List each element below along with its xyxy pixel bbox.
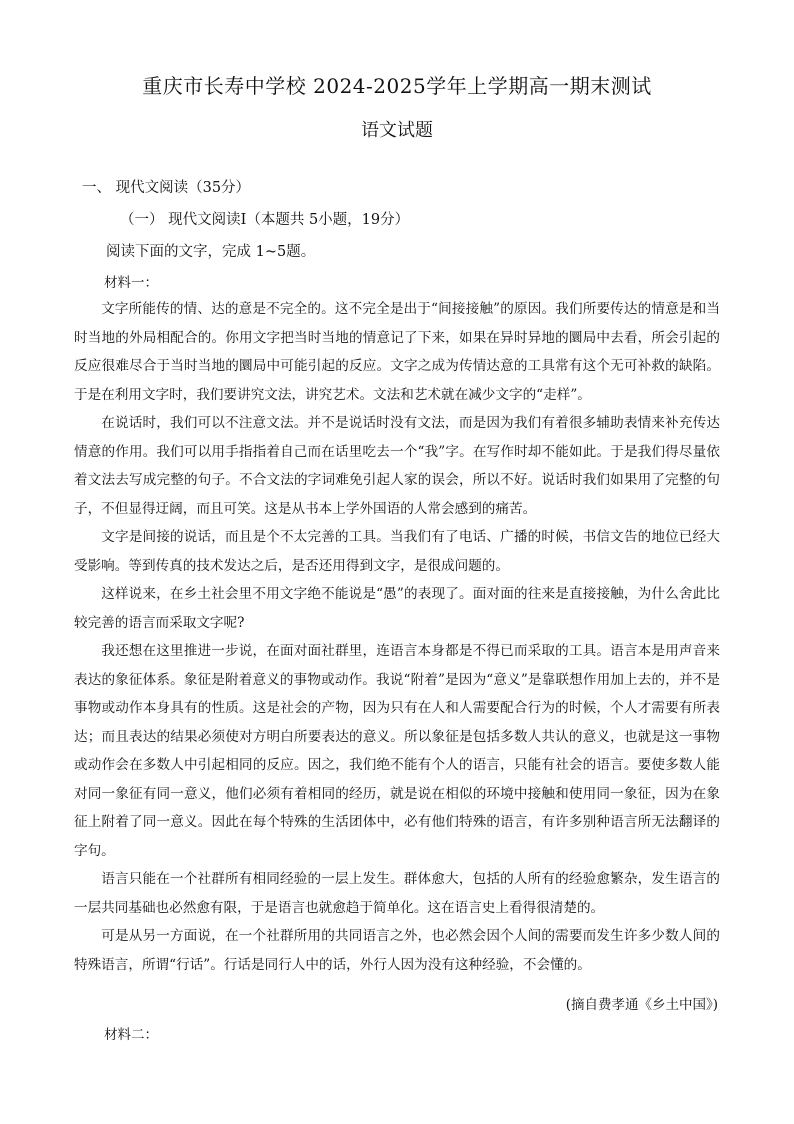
section-heading: 一、 现代文阅读（35分）: [82, 180, 251, 196]
paragraph: 文字所能传的情、达的意是不完全的。这不完全是出于“间接接触”的原因。我们所要传达的情意是和当时当地的外局相配合的。你用文字把当时当地的情意记了下来，如果在异时异地的圜局中去看，所会引起的反应很难尽合于当时当地的圜局中可能引起的反应。文字之成为传情达意的工具常有这个无可补救的缺陷。于是在利用文字时，我们要讲究文法，讲究艺术。文法和艺术就在减少文字的“走样”。: [74, 301, 720, 403]
paragraph: 可是从另一方面说，在一个社群所用的共同语言之外，也必然会因个人间的需要而发生许多少数人间的特殊语言，所谓“行话”。行话是同行人中的话，外行人因为没有这种经验，不会懂的。: [74, 928, 720, 973]
material-one-text: [74, 295, 720, 979]
paragraph: 我还想在这里推进一步说，在面对面社群里，连语言本身都是不得已而采取的工具。语言本是用声音来表达的象征体系。象征是附着意义的事物或动作。我说“附着”是因为“意义”是靠联想作用加上去的，并不是事物或动作本身具有的性质。这是社会的产物，因为只有在人和人需要配合行为的时候，个人才需要有所表达；而且表达的结果必须使对方明白所要表达的意义。所以象征是包括多数人共认的意义，也就是这一事物或动作会在多数人中引起相同的反应。因之，我们绝不能有个人的语言，只能有社会的语言。要使多数人能对同一象征有同一意义，他们必须有着相同的经历，就是说在相似的环境中接触和使用同一象征，因为在象征上附着了同一意义。因此在每个特殊的生活团体中，必有他们特殊的语言，有许多别种语言所无法翻译的字句。: [74, 643, 720, 859]
reading-instruction: 阅读下面的文字，完成 1~5题。: [106, 244, 316, 260]
paragraph: 语言只能在一个社群所有相同经验的一层上发生。群体愈大，包括的人所有的经验愈繁杂，发生语言的一层共同基础也必然愈有限，于是语言也就愈趋于简单化。这在语言史上看得很清楚的。: [74, 871, 720, 916]
material-one-label: 材料一：: [104, 275, 158, 291]
paragraph: 在说话时，我们可以不注意文法。并不是说话时没有文法，而是因为我们有着很多辅助表情来补充传达情意的作用。我们可以用手指指着自己而在话里吃去一个“我”字。在写作时却不能如此。于是我们得尽量依着文法去写成完整的句子。不合文法的字词难免引起人家的误会，所以不好。说话时我们如果用了完整的句子，不但显得迂阔，而且可笑。这是从书本上学外国语的人常会感到的痛苦。: [74, 415, 720, 517]
paragraph: 文字是间接的说话，而且是个不太完善的工具。当我们有了电话、广播的时候，书信文告的地位已经大受影响。等到传真的技术发达之后，是否还用得到文字，是很成问题的。: [74, 529, 720, 574]
exam-title: 重庆市长寿中学校 2024-2025学年上学期高一期末测试: [142, 74, 652, 98]
material-two-label: 材料二：: [104, 1027, 158, 1043]
subsection-heading: （一） 现代文阅读Ⅰ（本题共 5小题，19分）: [120, 212, 410, 228]
paragraph: 这样说来，在乡土社会里不用文字绝不能说是“愚”的表现了。面对面的往来是直接接触，为什么舍此比较完善的语言而采取文字呢?: [74, 586, 720, 631]
source-citation: (摘自费孝通《乡土中国》): [565, 997, 718, 1013]
exam-subtitle: 语文试题: [361, 120, 433, 141]
